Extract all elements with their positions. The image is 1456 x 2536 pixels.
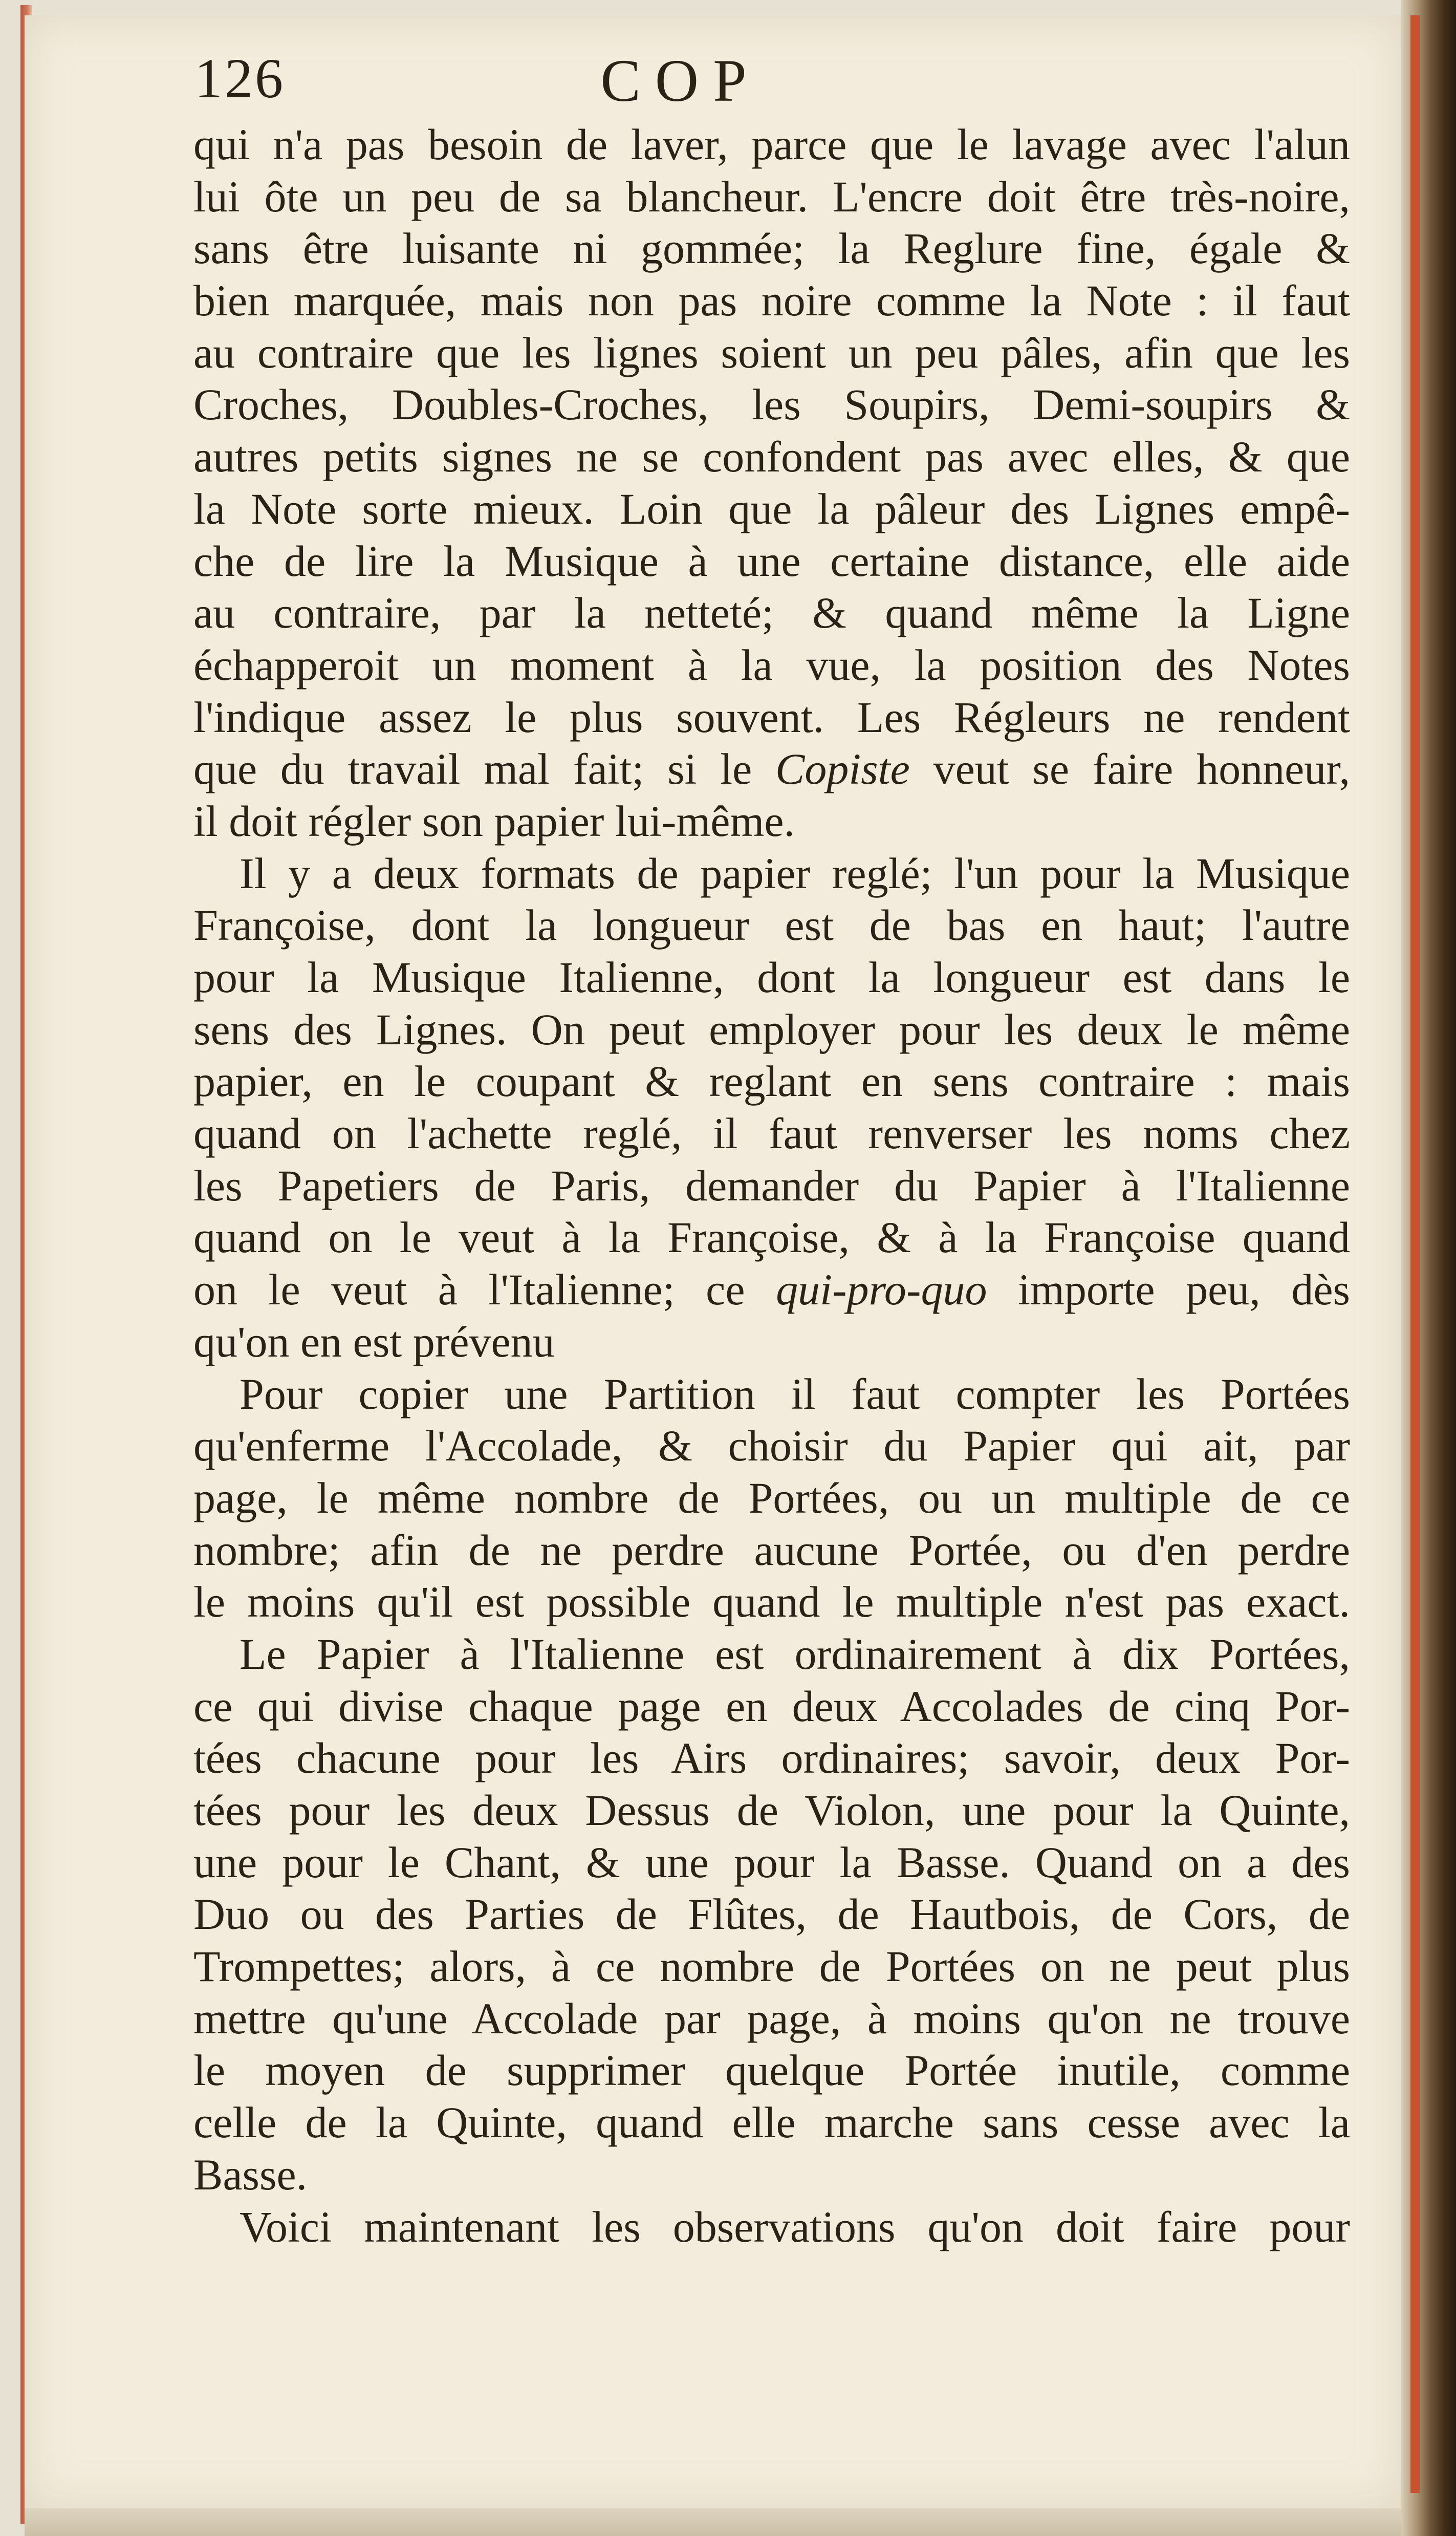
page-edge-bottom — [25, 2508, 1401, 2536]
text-line: sens des Lignes. On peut employer pour les deux le même — [193, 1004, 1350, 1054]
text-line: page, le même nombre de Portées, ou un multiple de ce — [193, 1473, 1350, 1522]
text-line: papier, en le coupant & reglant en sens contraire : mais — [193, 1057, 1350, 1106]
text-line: mettre qu'une Accolade par page, à moins qu'on ne trouve — [193, 1993, 1350, 2043]
text-line: Il y a deux formats de papier reglé; l'un pour la Musique — [240, 848, 1350, 898]
text-line: pour la Musique Italienne, dont la longueur est dans le — [193, 953, 1350, 1002]
text-line: que du travail mal fait; si le Copiste veut se faire honneur, — [193, 744, 1350, 794]
italic-term: qui-pro-quo — [776, 1265, 987, 1315]
text-line: Duo ou des Parties de Flûtes, de Hautbois, de Cors, de — [193, 1889, 1350, 1939]
text-line: une pour le Chant, & une pour la Basse. Quand on a des — [193, 1837, 1350, 1887]
text-line: il doit régler son papier lui-même. — [193, 796, 795, 846]
text-line: le moins qu'il est possible quand le multiple n'est pas exact. — [193, 1577, 1350, 1627]
text-line: on le veut à l'Italienne; ce qui-pro-quo importe peu, dès — [193, 1265, 1350, 1315]
text-line: qu'enferme l'Accolade, & choisir du Papier qui ait, par — [193, 1421, 1350, 1471]
text-line: Basse. — [193, 2150, 308, 2199]
text-line: qu'on en est prévenu — [193, 1317, 555, 1366]
text-line: Le Papier à l'Italienne est ordinairement à dix Portées, — [240, 1629, 1350, 1679]
text-line: ce qui divise chaque page en deux Accolades de cinq Por- — [193, 1681, 1350, 1731]
text-line: lui ôte un peu de sa blancheur. L'encre doit être très-noire, — [193, 171, 1350, 221]
text-line: quand on le veut à la Françoise, & à la Françoise quand — [193, 1213, 1350, 1262]
text-line: sans être luisante ni gommée; la Reglure fine, égale & — [193, 224, 1350, 273]
italic-term: Copiste — [775, 744, 910, 794]
text-line: le moyen de supprimer quelque Portée inutile, comme — [193, 2046, 1350, 2095]
text-line: tées pour les deux Dessus de Violon, une pour la Quinte, — [193, 1786, 1350, 1835]
page-header — [194, 41, 1351, 128]
text-line: la Note sorte mieux. Loin que la pâleur des Lignes empê- — [193, 484, 1350, 533]
text-line: che de lire la Musique à une certaine distance, elle aide — [193, 536, 1350, 586]
text-line: Croches, Doubles-Croches, les Soupirs, Demi-soupirs & — [193, 380, 1350, 429]
text-line: Trompettes; alors, à ce nombre de Portées on ne peut plus — [193, 1942, 1350, 1991]
text-line: autres petits signes ne se confondent pas avec elles, & que — [193, 432, 1350, 482]
text-line: l'indique assez le plus souvent. Les Régleurs ne rendent — [193, 692, 1350, 742]
text-line: nombre; afin de ne perdre aucune Portée, ou d'en perdre — [193, 1525, 1350, 1575]
text-line: au contraire que les lignes soient un peu pâles, afin que les — [193, 328, 1350, 377]
body-text — [193, 119, 1350, 2253]
text-line: échapperoit un moment à la vue, la position des Notes — [193, 640, 1350, 690]
page-edge-right — [1401, 0, 1456, 2536]
text-line: qui n'a pas besoin de laver, parce que le lavage avec l'alun — [193, 120, 1350, 169]
text-line: les Papetiers de Paris, demander du Papier à l'Italienne — [193, 1160, 1350, 1210]
red-edge-strip — [1410, 15, 1420, 2493]
running-head: COP — [600, 47, 761, 114]
text-line: tées chacune pour les Airs ordinaires; savoir, deux Por- — [193, 1733, 1350, 1783]
page-number: 126 — [194, 47, 285, 110]
text-line: Françoise, dont la longueur est de bas en haut; l'autre — [193, 900, 1350, 950]
text-line: quand on l'achette reglé, il faut renverser les noms chez — [193, 1109, 1350, 1158]
text-line: au contraire, par la netteté; & quand même la Ligne — [193, 588, 1350, 638]
text-line: celle de la Quinte, quand elle marche sans cesse avec la — [193, 2098, 1350, 2147]
text-line: bien marquée, mais non pas noire comme la Note : il faut — [193, 276, 1350, 326]
text-line: Pour copier une Partition il faut compter les Portées — [240, 1369, 1350, 1419]
text-line: Voici maintenant les observations qu'on doit faire pour — [240, 2202, 1350, 2251]
